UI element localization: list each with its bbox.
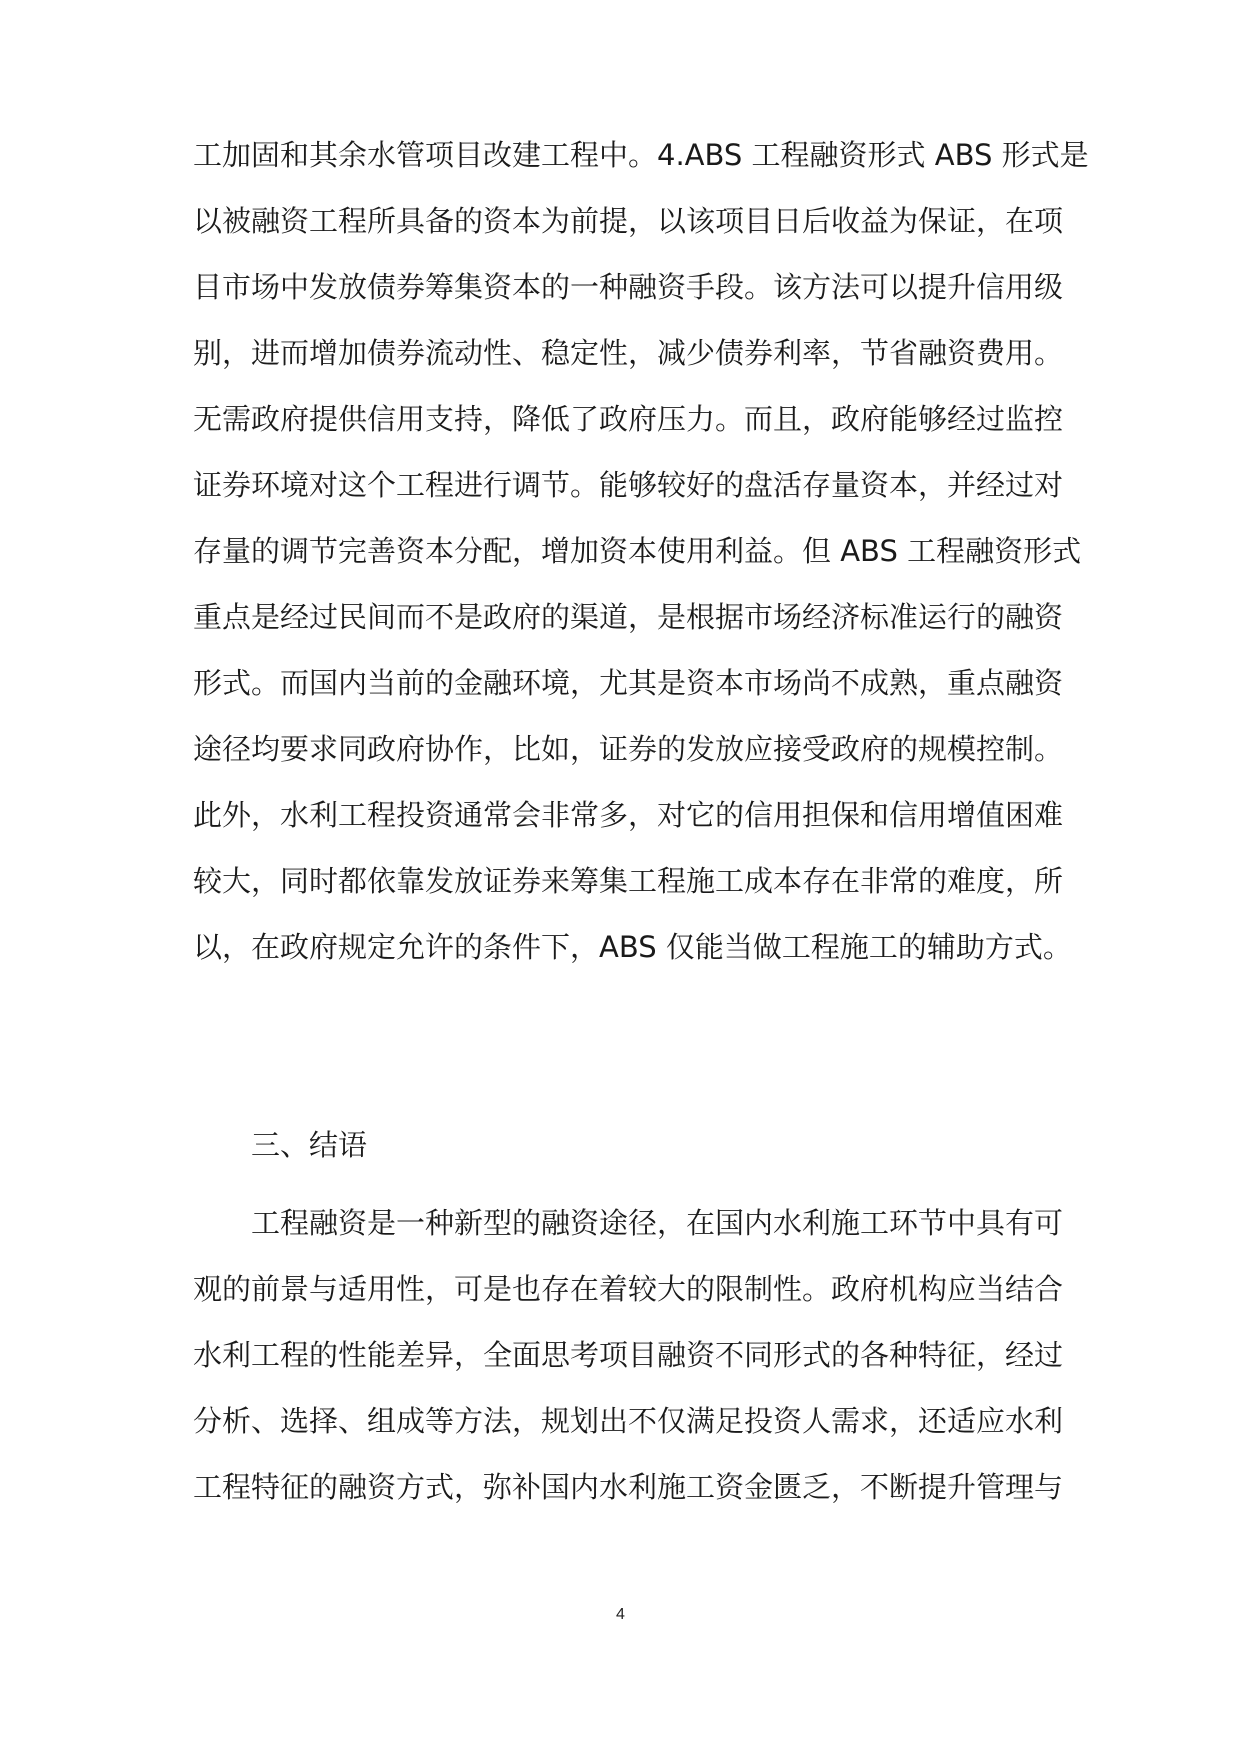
text-line: 水利工程的性能差异，全面思考项目融资不同形式的各种特征，经过 xyxy=(193,1338,1064,1372)
page-number: 4 xyxy=(616,1606,625,1623)
section-heading: 三、结语 xyxy=(251,1128,368,1162)
text-line: 无需政府提供信用支持，降低了政府压力。而且，政府能够经过监控 xyxy=(193,402,1064,436)
text-line: 此外，水利工程投资通常会非常多，对它的信用担保和信用增值困难 xyxy=(193,798,1064,832)
text-line: 别，进而增加债券流动性、稳定性，减少债券利率，节省融资费用。 xyxy=(193,336,1064,370)
paragraph-conclusion xyxy=(193,1190,1064,1520)
section-heading-conclusion xyxy=(193,1112,1053,1178)
text-line: 途径均要求同政府协作，比如，证券的发放应接受政府的规模控制。 xyxy=(193,732,1064,766)
text-line: 以被融资工程所具备的资本为前提，以该项目日后收益为保证，在项 xyxy=(193,204,1064,238)
text-line: 工加固和其余水管项目改建工程中。4.ABS 工程融资形式 ABS 形式是 xyxy=(193,138,1089,172)
text-line: 较大，同时都依靠发放证券来筹集工程施工成本存在非常的难度，所 xyxy=(193,864,1064,898)
text-line: 观的前景与适用性，可是也存在着较大的限制性。政府机构应当结合 xyxy=(193,1272,1064,1306)
text-line: 存量的调节完善资本分配，增加资本使用利益。但 ABS 工程融资形式 xyxy=(193,534,1082,568)
text-line: 重点是经过民间而不是政府的渠道，是根据市场经济标准运行的融资 xyxy=(193,600,1064,634)
text-line: 目市场中发放债券筹集资本的一种融资手段。该方法可以提升信用级 xyxy=(193,270,1064,304)
text-line: 分析、选择、组成等方法，规划出不仅满足投资人需求，还适应水利 xyxy=(193,1404,1064,1438)
paragraph-abs-financing xyxy=(193,122,1089,980)
text-line: 工程特征的融资方式，弥补国内水利施工资金匮乏，不断提升管理与 xyxy=(193,1470,1064,1504)
text-line: 以，在政府规定允许的条件下，ABS 仅能当做工程施工的辅助方式。 xyxy=(193,930,1072,964)
text-line: 工程融资是一种新型的融资途径，在国内水利施工环节中具有可 xyxy=(251,1206,1064,1240)
text-line: 证券环境对这个工程进行调节。能够较好的盘活存量资本，并经过对 xyxy=(193,468,1064,502)
text-line: 形式。而国内当前的金融环境，尤其是资本市场尚不成熟，重点融资 xyxy=(193,666,1064,700)
